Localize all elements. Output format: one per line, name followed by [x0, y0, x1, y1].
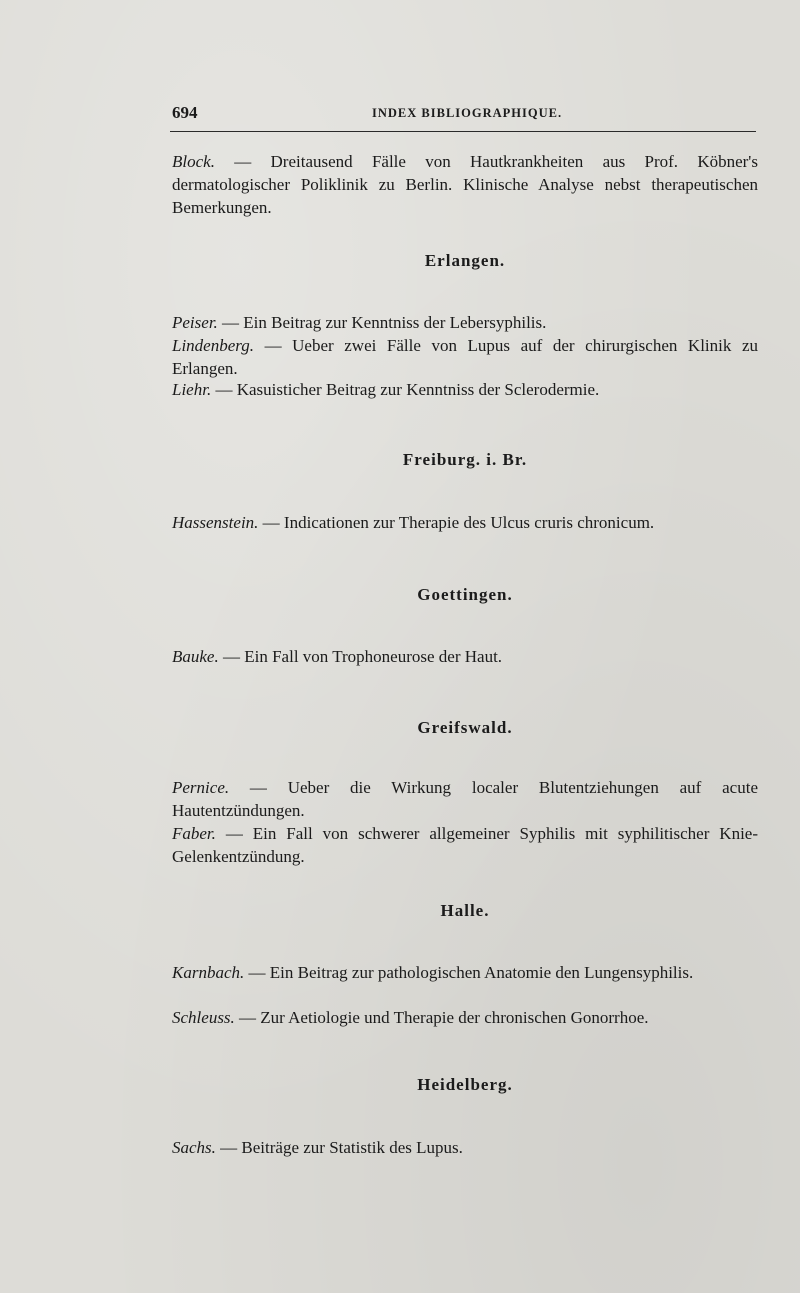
entry-author: Peiser. [172, 313, 218, 332]
section-heading-greifswald: Greifswald. [417, 718, 513, 737]
bibliography-entry [172, 334, 758, 380]
entry-author: Hassenstein. [172, 513, 259, 532]
bibliography-entry [172, 1136, 758, 1159]
bibliography-entry [172, 1006, 758, 1029]
entry-text: — Ueber zwei Fälle von Lupus auf der chirurgischen Klinik zu Erlangen. [172, 336, 758, 378]
bibliography-entry [172, 511, 758, 534]
entry-author: Karnbach. [172, 963, 245, 982]
entry-text: — Kasuisticher Beitrag zur Kenntniss der Sclerodermie. [211, 380, 600, 399]
running-title: INDEX BIBLIOGRAPHIQUE. [372, 106, 563, 120]
bibliography-entry [172, 311, 758, 334]
page-number: 694 [172, 103, 198, 122]
section-heading-halle: Halle. [440, 901, 490, 920]
entry-text: — Ein Beitrag zur pathologischen Anatomie den Lungensyphilis. [244, 963, 694, 982]
bibliography-entry [172, 150, 758, 219]
section-heading-freiburg: Freiburg. i. Br. [402, 450, 528, 469]
header-rule [170, 131, 756, 132]
entry-text: — Dreitausend Fälle von Hautkrankheiten aus Prof. Köbner's dermatologischer Poliklinik zu Berlin. Klinische Analyse nebst therapeutischen Bemerkungen. [172, 152, 758, 217]
entry-author: Liehr. [172, 380, 212, 399]
section-heading-erlangen: Erlangen. [424, 251, 506, 270]
bibliography-entry [172, 822, 758, 868]
entry-text: — Ueber die Wirkung localer Blutentziehungen auf acute Hautentzündungen. [172, 778, 758, 820]
bibliography-entry [172, 645, 758, 668]
entry-text: — Ein Fall von schwerer allgemeiner Syphilis mit syphilitischer Knie-Gelenkentzündung. [172, 824, 758, 866]
bibliography-entry [172, 378, 758, 401]
entry-author: Pernice. [172, 778, 230, 797]
bibliography-entry [172, 776, 758, 822]
entry-text: — Ein Beitrag zur Kenntniss der Lebersyphilis. [217, 313, 547, 332]
entry-text: — Indicationen zur Therapie des Ulcus cruris chronicum. [258, 513, 655, 532]
entry-author: Lindenberg. [172, 336, 255, 355]
section-heading-goettingen: Goettingen. [417, 585, 513, 604]
entry-author: Block. [172, 152, 215, 171]
entry-text: — Beiträge zur Statistik des Lupus. [215, 1138, 463, 1157]
entry-author: Schleuss. [172, 1008, 235, 1027]
page-header [172, 103, 758, 125]
entry-author: Sachs. [172, 1138, 216, 1157]
entry-author: Faber. [172, 824, 216, 843]
entry-author: Bauke. [172, 647, 219, 666]
bibliography-entry [172, 961, 758, 984]
section-heading-heidelberg: Heidelberg. [417, 1075, 513, 1094]
entry-text: — Zur Aetiologie und Therapie der chronischen Gonorrhoe. [234, 1008, 649, 1027]
entry-text: — Ein Fall von Trophoneurose der Haut. [218, 647, 503, 666]
